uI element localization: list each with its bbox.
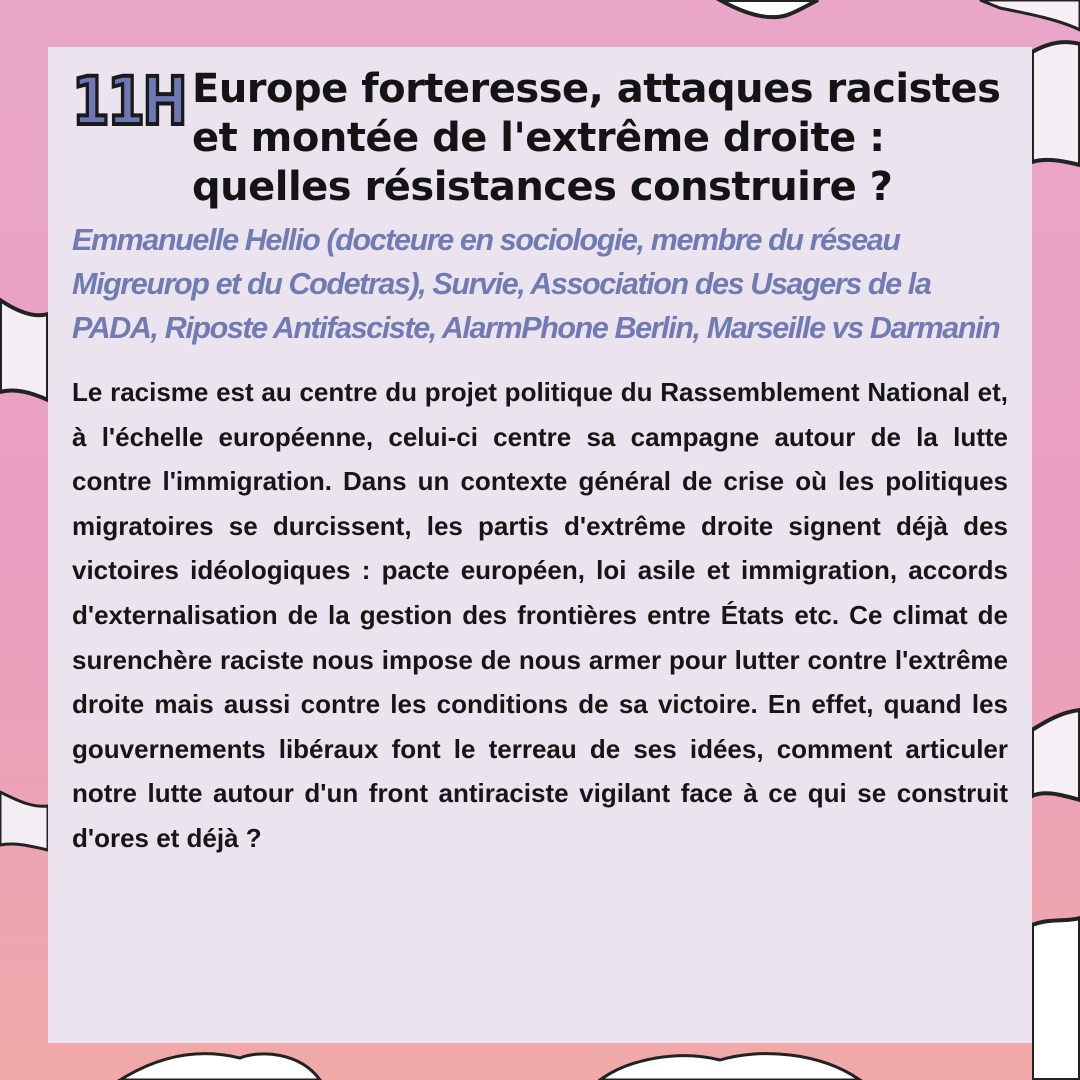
event-description: Le racisme est au centre du projet politique du Rassemblement National et, à l'échelle européenne, celui-ci centre sa campagne autour de la lutte contre l'immigration. Dans un contexte général de crise où les politiques migratoires se durcissent, les partis d'extrême droite signent déjà des victoires idéologiques : pacte européen, loi asile et immigration, accords d'externalisation de la gestion des frontières entre États etc. Ce climat de surenchère raciste nous impose de nous armer pour lutter contre l'extrême droite mais aussi contre les conditions de sa victoire. En effet, quand les gouvernements libéraux font le terreau de ses idées, comment articuler notre lutte autour d'un front antiraciste vigilant face à ce qui se construit d'ores et déjà ? bbox=[72, 377, 1008, 853]
event-header bbox=[72, 65, 1008, 212]
event-speakers: Emmanuelle Hellio (docteure en sociologie, membre du réseau Migreurop et du Codetras), Survie, Association des Usagers de la PADA, Riposte Antifasciste, AlarmPhone Berlin, Marseille vs Darmanin bbox=[72, 223, 1000, 345]
event-card bbox=[48, 47, 1032, 1043]
event-time: 11H bbox=[72, 63, 186, 140]
event-title: Europe forteresse, attaques racistes et montée de l'extrême droite : quelles résistances construire ? bbox=[192, 66, 1001, 210]
